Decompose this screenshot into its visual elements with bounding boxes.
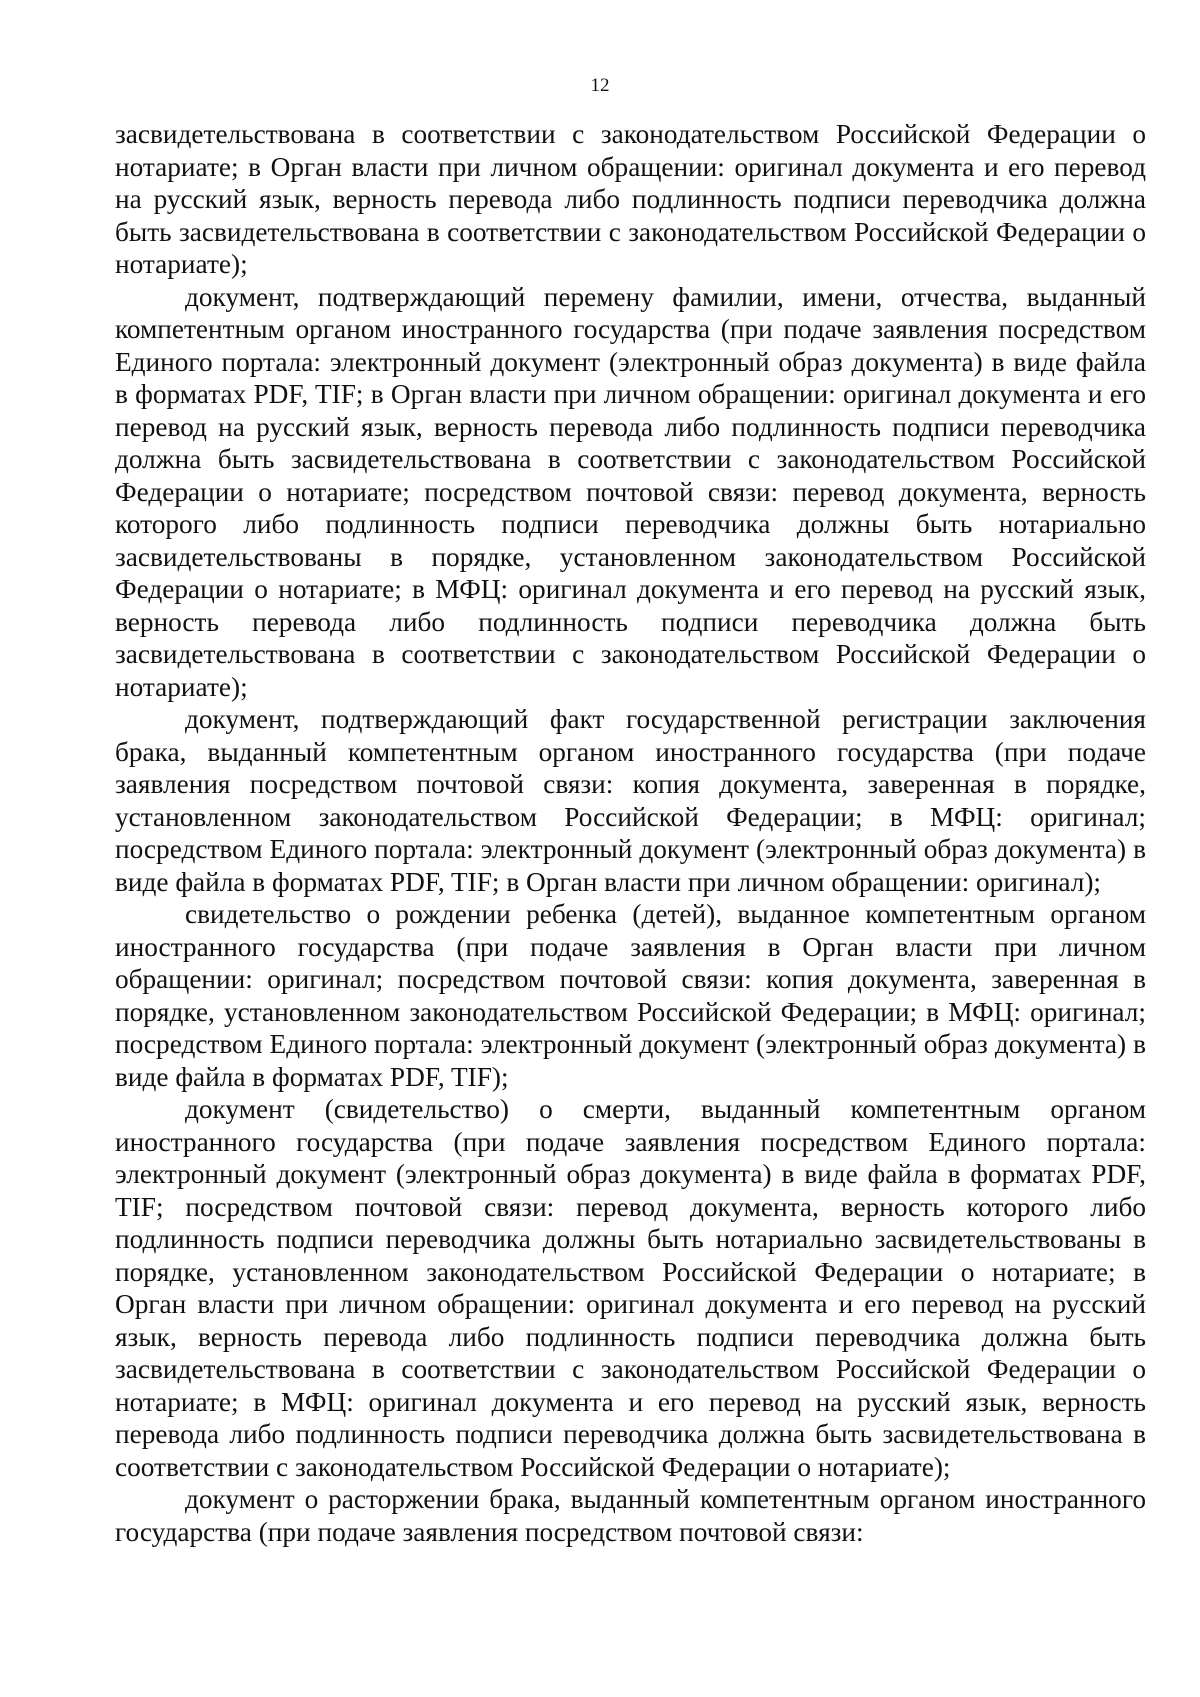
- paragraph-birth-certificate: свидетельство о рождении ребенка (детей), выданное компетентным органом иностранного государства (при подаче заявления в Орган власти при личном обращении: оригинал; посредством почтовой связи: копия документа, заверенная в порядке, установленном законодательством Российской Федерации; в МФЦ: оригинал; посредством Единого портала: электронный документ (электронный образ документа) в виде файла в форматах PDF, TIF);: [115, 899, 1146, 1092]
- paragraph-name-change-document: документ, подтверждающий перемену фамилии, имени, отчества, выданный компетентным органом иностранного государства (при подаче заявления посредством Единого портала: электронный документ (электронный образ документа) в виде файла в форматах PDF, TIF; в Орган власти при личном обращении: оригинал документа и его перевод на русский язык, верность перевода либо подлинность подписи переводчика должна быть засвидетельствована в соответствии с законодательством Российской Федерации о нотариате; посредством почтовой связи: перевод документа, верность которого либо подлинность подписи переводчика должны быть нотариально засвидетельствованы в порядке, установленном законодательством Российской Федерации о нотариате; в МФЦ: оригинал документа и его перевод на русский язык, верность перевода либо подлинность подписи переводчика должна быть засвидетельствована в соответствии с законодательством Российской Федерации о нотариате);: [115, 281, 1146, 702]
- paragraph-continuation: засвидетельствована в соответствии с законодательством Российской Федерации о нотариате; в Орган власти при личном обращении: оригинал документа и его перевод на русский язык, верность перевода либо подлинность подписи переводчика должна быть засвидетельствована в соответствии с законодательством Российской Федерации о нотариате);: [115, 119, 1146, 279]
- paragraph-marriage-registration-document: документ, подтверждающий факт государственной регистрации заключения брака, выданный компетентным органом иностранного государства (при подаче заявления посредством почтовой связи: копия документа, заверенная в порядке, установленном законодательством Российской Федерации; в МФЦ: оригинал; посредством Единого портала: электронный документ (электронный образ документа) в виде файла в форматах PDF, TIF; в Орган власти при личном обращении: оригинал);: [115, 704, 1146, 897]
- paragraph-death-certificate: документ (свидетельство) о смерти, выданный компетентным органом иностранного государства (при подаче заявления посредством Единого портала: электронный документ (электронный образ документа) в виде файла в форматах PDF, TIF; посредством почтовой связи: перевод документа, верность которого либо подлинность подписи переводчика должны быть нотариально засвидетельствованы в порядке, установленном законодательством Российской Федерации о нотариате; в Орган власти при личном обращении: оригинал документа и его перевод на русский язык, верность перевода либо подлинность подписи переводчика должна быть засвидетельствована в соответствии с законодательством Российской Федерации о нотариате; в МФЦ: оригинал документа и его перевод на русский язык, верность перевода либо подлинность подписи переводчика должна быть засвидетельствована в соответствии с законодательством Российской Федерации о нотариате);: [115, 1094, 1146, 1482]
- document-body: [115, 118, 1146, 1548]
- page-number: 12: [590, 75, 610, 96]
- paragraph-divorce-document: документ о расторжении брака, выданный компетентным органом иностранного государства (при подаче заявления посредством почтовой связи:: [115, 1484, 1146, 1547]
